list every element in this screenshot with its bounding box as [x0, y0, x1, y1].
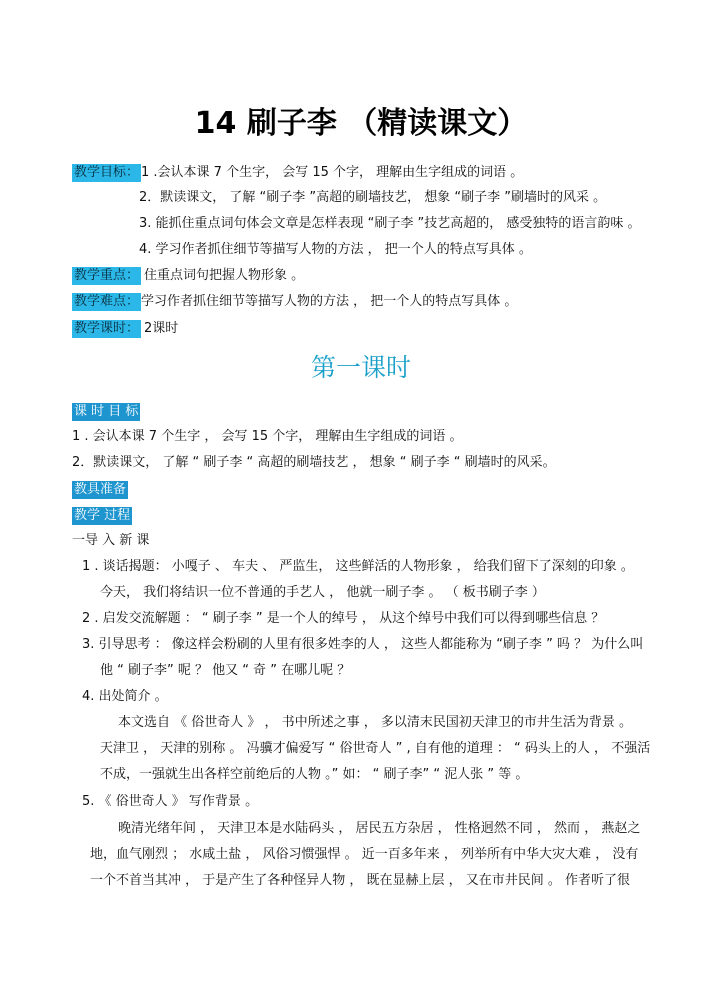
teaching-goal-item: 1 .会认本课 7 个生字， 会写 15 个字， 理解由生字组成的词语 。 — [141, 165, 524, 180]
process-row — [72, 507, 132, 525]
process-line: 4. 出处简介 。 — [82, 689, 168, 704]
difficulty-text: 学习作者抓住细节等描写人物的方法 ， 把一个人的特点写具体 。 — [141, 294, 518, 309]
teaching-goal-item: 4. 学习作者抓住细节等描写人物的方法 ， 把一个人的特点写具体 。 — [139, 242, 532, 257]
tools-row — [72, 481, 128, 499]
lesson-goals-label: 课 时 目 标 — [74, 404, 139, 419]
process-line: 一个不首当其冲 ， 于是产生了各种怪异人物 ， 既在显赫上层 ， 又在市井民间 。 作者听了很 — [90, 873, 631, 888]
process-line: 今天， 我们将结识一位不普通的手艺人 ， 他就一刷子李 。 （ 板书刷子李 ） — [100, 585, 545, 600]
process-line: 3. 引导思考 ： 像这样会粉刷的人里有很多姓李的人 ， 这些人都能称为 “刷子李 ” 吗 ？ 为什么叫 — [82, 637, 644, 652]
lesson-title: 第一课时 — [310, 353, 411, 382]
hours-label: 教学课时： — [74, 321, 140, 336]
process-line: 地，血气刚烈 ； 水咸土盐 ， 风俗习惯强悍 。 近一百多年来 ， 列举所有中华大灾大难 ， 没有 — [90, 847, 639, 862]
process-label: 教学 过程 — [74, 508, 131, 523]
key-point-label: 教学重点： — [74, 268, 140, 283]
process-line: 晚清光绪年间 ， 天津卫本是水陆码头 ， 居民五方杂居 ， 性格迥然不同 ， 然而 ， 燕赵之 — [118, 821, 641, 836]
teaching-goal-item: 3. 能抓住重点词句体会文章是怎样表现 “刷子李 ”技艺高超的， 感受独特的语言韵味 。 — [139, 216, 641, 231]
process-line: 2 . 启发交流解题 ： “ 刷子李 ” 是一个人的绰号 ， 从这个绰号中我们可以得到哪些信息 ？ — [82, 611, 605, 626]
process-line: 不成，一强就生出各样空前绝后的人物 。” 如： “ 刷子李” “ 泥人张 ” 等 。 — [100, 767, 529, 782]
key-point-row — [72, 267, 304, 285]
key-point-text: 住重点词句把握人物形象 。 — [144, 268, 305, 283]
intro-heading: 一导 入 新 课 — [72, 533, 150, 548]
process-line: 本文选自 《 俗世奇人 》 ， 书中所述之事 ， 多以清末民国初天津卫的市井生活为背景 。 — [118, 715, 633, 730]
process-line: 1 . 谈话揭题： 小嘎子 、 车夫 、 严监生， 这些鲜活的人物形象 ， 给我们留下了深刻的印象 。 — [82, 559, 634, 574]
lesson-goals-label-row — [72, 403, 140, 421]
teaching-goal-item: 2．默读课文， 了解 “刷子李 ”高超的刷墙技艺， 想象 “刷子李 ”刷墙时的风采 。 — [139, 190, 607, 205]
lesson-goal-item: 2．默读课文， 了解 “ 刷子李 “ 高超的刷墙技艺 ， 想象 “ 刷子李 “ 刷墙时的风采。 — [72, 455, 556, 470]
hours-text: 2课时 — [144, 321, 179, 336]
lesson-goal-item: 1 . 会认本课 7 个生字 ， 会写 15 个字， 理解由生字组成的词语 。 — [72, 429, 463, 444]
teaching-goals-label: 教学目标： — [74, 165, 140, 180]
tools-label: 教具准备 — [74, 482, 127, 497]
process-line: 5. 《 俗世奇人 》 写作背景 。 — [82, 794, 259, 809]
teaching-goals-row — [72, 164, 523, 182]
process-line: 天津卫 ， 天津的别称 。 冯骥才偏爱写 “ 俗世奇人 ” , 自有他的道理 ： “ 码头上的人 ， 不强活 — [100, 741, 651, 756]
difficulty-label: 教学难点： — [74, 294, 140, 309]
difficulty-row — [72, 293, 517, 311]
document-title: 14 刷子李 （精读课文） — [194, 106, 528, 141]
process-line: 他 “ 刷子李” 呢 ？ 他又 “ 奇 ” 在哪儿呢 ？ — [100, 663, 351, 678]
hours-row — [72, 320, 178, 338]
